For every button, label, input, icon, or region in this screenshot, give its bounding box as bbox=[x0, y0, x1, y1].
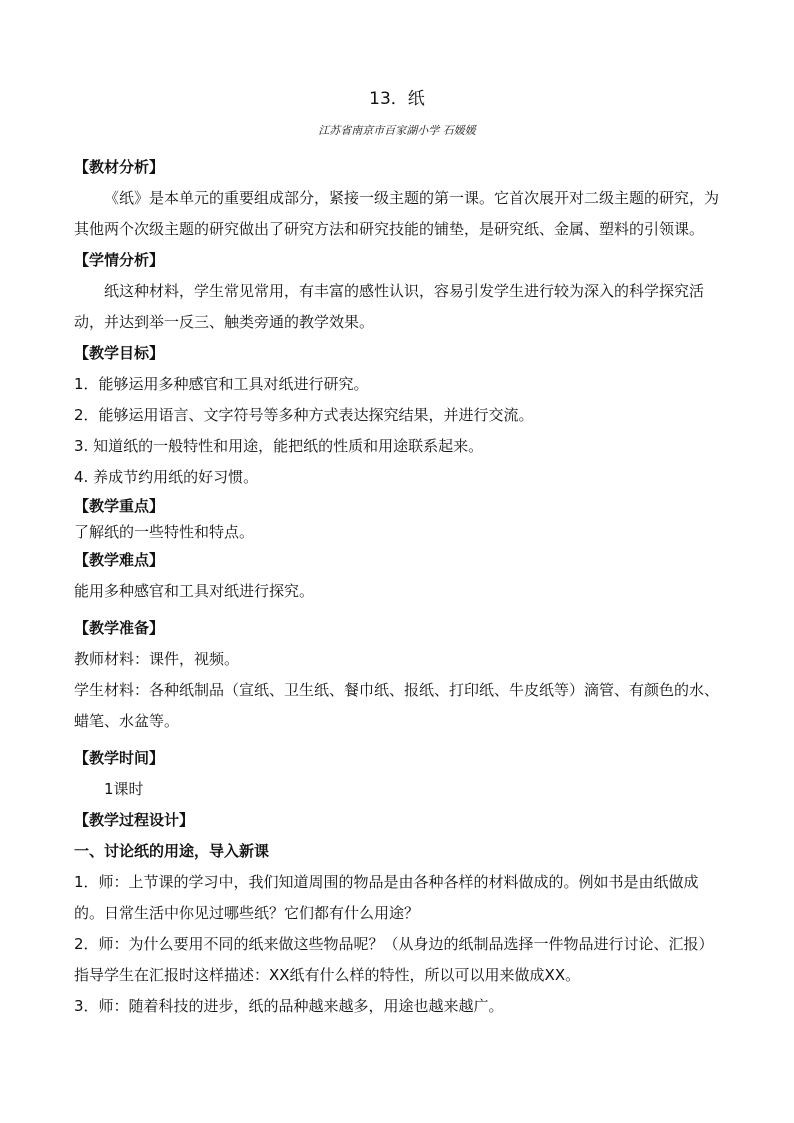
doc-author: 江苏省南京市百家湖小学 石媛媛 bbox=[318, 124, 476, 137]
heading-process: 【教学过程设计】 bbox=[74, 811, 195, 829]
heading-prep: 【教学准备】 bbox=[74, 619, 165, 637]
heading-difficulty: 【教学难点】 bbox=[74, 551, 165, 569]
heading-time: 【教学时间】 bbox=[74, 749, 165, 767]
paragraph-students: 纸这种材料，学生常见常用，有丰富的感性认识，容易引发学生进行较为深入的科学探究活动，并达到举一反三、触类旁通的教学效果。 bbox=[74, 282, 705, 331]
goal-item: 4. 养成节约用纸的好习惯。 bbox=[74, 468, 259, 486]
paragraph-analysis: 《纸》是本单元的重要组成部分，紧接一级主题的第一课。它首次展开对二级主题的研究，为其他两个次级主题的研究做出了研究方法和研究技能的铺垫，是研究纸、金属、塑料的引领课。 bbox=[74, 189, 720, 238]
paragraph-prep-teacher: 教师材料：课件，视频。 bbox=[74, 650, 240, 668]
paragraph-difficulty: 能用多种感官和工具对纸进行探究。 bbox=[74, 582, 315, 600]
heading-students: 【学情分析】 bbox=[74, 251, 165, 269]
step-item: 1．师：上节课的学习中，我们知道周围的物品是由各种各样的材料做成的。例如书是由纸做成的。日常生活中你见过哪些纸？它们都有什么用途？ bbox=[74, 873, 699, 922]
heading-goals: 【教学目标】 bbox=[74, 344, 165, 362]
goal-item: 2．能够运用语言、文字符号等多种方式表达探究结果，并进行交流。 bbox=[74, 406, 534, 424]
doc-title: 13．纸 bbox=[369, 89, 425, 109]
paragraph-prep-student: 学生材料：各种纸制品（宣纸、卫生纸、餐巾纸、报纸、打印纸、牛皮纸等）滴管、有颜色的水、蜡笔、水盆等。 bbox=[74, 681, 720, 730]
doc-body bbox=[74, 152, 722, 1022]
goal-item: 3. 知道纸的一般特性和用途，能把纸的性质和用途联系起来。 bbox=[74, 437, 484, 455]
step-item: 2．师：为什么要用不同的纸来做这些物品呢？（从身边的纸制品选择一件物品进行讨论、汇报）指导学生在汇报时这样描述：XX纸有什么样的特性，所以可以用来做成XX。 bbox=[74, 935, 714, 984]
paragraph-time: 1课时 bbox=[104, 780, 144, 798]
heading-analysis: 【教材分析】 bbox=[74, 158, 165, 176]
goal-item: 1．能够运用多种感官和工具对纸进行研究。 bbox=[74, 375, 369, 393]
heading-key: 【教学重点】 bbox=[74, 497, 165, 515]
paragraph-key: 了解纸的一些特性和特点。 bbox=[74, 523, 255, 541]
step-item: 3．师：随着科技的进步，纸的品种越来越多，用途也越来越广。 bbox=[74, 997, 504, 1015]
heading-part1: 一、讨论纸的用途，导入新课 bbox=[74, 842, 270, 860]
